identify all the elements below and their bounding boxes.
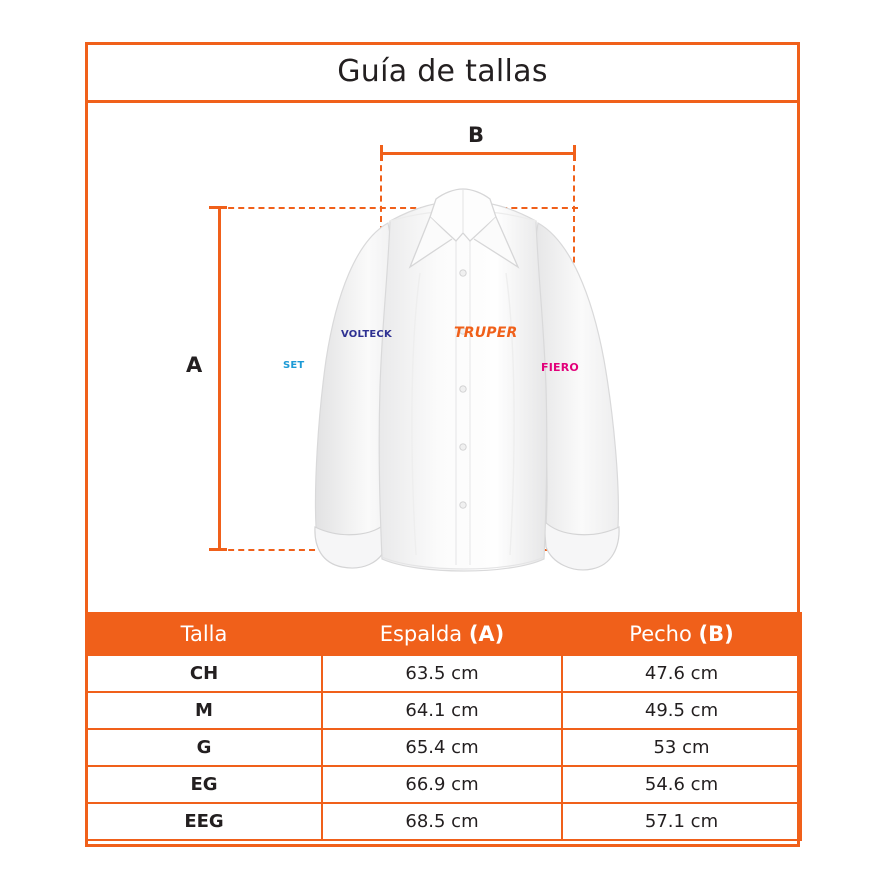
cell-espalda: 65.4 cm: [322, 729, 562, 766]
logo-fiero: FIERO: [541, 361, 579, 374]
header-espalda-label: Espalda: [379, 622, 469, 646]
table-row: [86, 655, 801, 692]
cell-talla: M: [86, 692, 322, 729]
measurement-diagram: [88, 105, 797, 610]
cell-talla: EG: [86, 766, 322, 803]
table-row: [86, 766, 801, 803]
size-table: [85, 612, 802, 841]
header-espalda-key: (A): [468, 622, 505, 646]
table-row: [86, 803, 801, 840]
cell-talla: EEG: [86, 803, 322, 840]
header-pecho: [562, 613, 801, 655]
shirt-svg: [238, 155, 688, 595]
cell-espalda: 63.5 cm: [322, 655, 562, 692]
cell-pecho: 47.6 cm: [562, 655, 801, 692]
cell-espalda: 66.9 cm: [322, 766, 562, 803]
cell-pecho: 49.5 cm: [562, 692, 801, 729]
header-talla-label: Talla: [180, 622, 228, 646]
header-espalda: [322, 613, 562, 655]
header-pecho-label: Pecho: [629, 622, 699, 646]
title-bar: [85, 42, 800, 103]
header-pecho-key: (B): [698, 622, 734, 646]
cell-talla: CH: [86, 655, 322, 692]
cell-espalda: 68.5 cm: [322, 803, 562, 840]
table-header-row: [86, 613, 801, 655]
table-row: [86, 729, 801, 766]
label-a: A: [186, 353, 203, 377]
a-dimension-line: [218, 206, 221, 551]
page-title: Guía de tallas: [337, 53, 548, 89]
label-b: B: [468, 123, 485, 147]
logo-set: SET: [283, 360, 305, 371]
table-header: [86, 613, 801, 655]
table-row: [86, 692, 801, 729]
cell-pecho: 53 cm: [562, 729, 801, 766]
table-body: [86, 655, 801, 840]
logo-volteck: VOLTECK: [341, 329, 392, 340]
cell-talla: G: [86, 729, 322, 766]
cell-pecho: 57.1 cm: [562, 803, 801, 840]
header-talla: [86, 613, 322, 655]
shirt-illustration: [238, 155, 688, 595]
logo-truper: TRUPER: [454, 325, 518, 341]
cell-espalda: 64.1 cm: [322, 692, 562, 729]
cell-pecho: 54.6 cm: [562, 766, 801, 803]
